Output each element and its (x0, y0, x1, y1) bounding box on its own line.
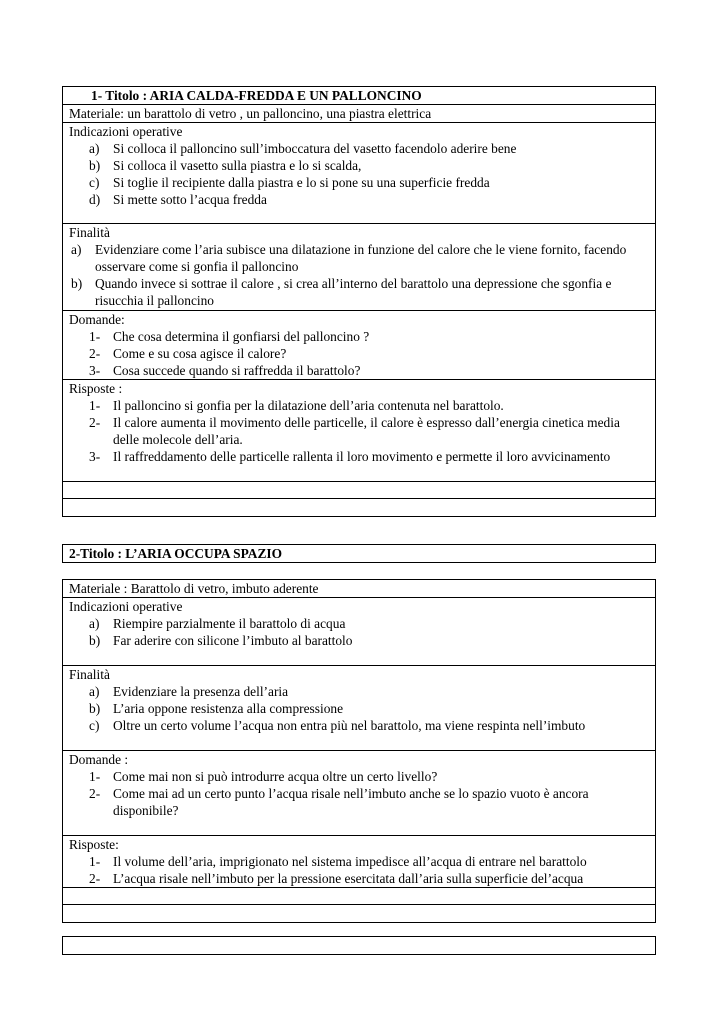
indicazioni-list (69, 615, 649, 649)
list-item: c) Si toglie il recipiente dalla piastra e lo si pone su una superficie fredda (89, 175, 490, 190)
activity-1-domande-section (63, 311, 655, 380)
list-item: c) Oltre un certo volume l’acqua non entra più nel barattolo, ma viene respinta nell’imbuto (89, 718, 586, 733)
list-item: d) Si mette sotto l’acqua fredda (89, 192, 267, 207)
risposte-label: Risposte : (69, 381, 123, 396)
list-item: 1- Come mai non si può introdurre acqua oltre un certo livello? (89, 769, 438, 784)
list-item: 1- Il volume dell’aria, imprigionato nel sistema impedisce all’acqua di entrare nel barattolo (89, 854, 587, 869)
finalita-label: Finalità (69, 225, 110, 240)
activity-2-domande-section (63, 751, 655, 836)
risposte-label: Risposte: (69, 837, 119, 852)
activity-2-indicazioni-section (63, 598, 655, 666)
list-item: b) Far aderire con silicone l’imbuto al barattolo (89, 633, 353, 648)
activity-1-indicazioni-section (63, 123, 655, 224)
list-item: b) Quando invece si sottrae il calore , si crea all’interno del barattolo una depressione che sgonfia e risucchia il palloncino (71, 276, 612, 308)
finalita-label: Finalità (69, 667, 110, 682)
list-item: a) Si colloca il palloncino sull’imboccatura del vasetto facendolo aderire bene (89, 141, 517, 156)
domande-list (69, 328, 649, 379)
list-item: 1- Che cosa determina il gonfiarsi del palloncino ? (89, 329, 370, 344)
list-item: 2- Come mai ad un certo punto l’acqua risale nell’imbuto anche se lo spazio vuoto è ancora disponibile? (89, 786, 589, 818)
list-item: 3- Il raffreddamento delle particelle rallenta il loro movimento e permette il loro avvicinamento (89, 449, 611, 464)
list-item: b) Si colloca il vasetto sulla piastra e lo si scalda, (89, 158, 362, 173)
empty-row (63, 499, 655, 516)
activity-1-finalita-section (63, 224, 655, 311)
indicazioni-list (69, 140, 649, 208)
risposte-list (69, 397, 649, 465)
empty-row (63, 905, 655, 922)
empty-table (62, 936, 656, 955)
risposte-list (69, 853, 649, 887)
domande-label: Domande : (69, 752, 129, 767)
list-item: 1- Il palloncino si gonfia per la dilatazione dell’aria contenuta nel barattolo. (89, 398, 504, 413)
list-item: 2- L’acqua risale nell’imbuto per la pressione esercitata dall’aria sulla superficie del’acqua (89, 871, 584, 886)
indicazioni-label: Indicazioni operative (69, 599, 183, 614)
activity-table-1 (62, 86, 656, 517)
empty-row (63, 888, 655, 905)
empty-row (63, 482, 655, 499)
finalita-list (69, 241, 649, 309)
list-item: a) Evidenziare la presenza dell’aria (89, 684, 289, 699)
activity-1-risposte-section (63, 380, 655, 482)
activity-2-risposte-section (63, 836, 655, 888)
activity-table-2 (62, 579, 656, 923)
activity-2-materiale: Materiale : Barattolo di vetro, imbuto aderente (63, 580, 655, 598)
indicazioni-label: Indicazioni operative (69, 124, 183, 139)
list-item: a) Evidenziare come l’aria subisce una dilatazione in funzione del calore che le viene fornito, facendo osservare come si gonfia il palloncino (71, 242, 627, 274)
domande-list (69, 768, 649, 819)
list-item: b) L’aria oppone resistenza alla compressione (89, 701, 344, 716)
list-item: 2- Come e su cosa agisce il calore? (89, 346, 287, 361)
activity-1-title: 1- Titolo : ARIA CALDA-FREDDA E UN PALLONCINO (63, 87, 655, 105)
activity-table-2-title (62, 544, 656, 563)
activity-2-finalita-section (63, 666, 655, 751)
activity-2-title: 2-Titolo : L’ARIA OCCUPA SPAZIO (69, 546, 283, 561)
finalita-list (69, 683, 649, 734)
list-item: 3- Cosa succede quando si raffredda il barattolo? (89, 363, 361, 378)
list-item: a) Riempire parzialmente il barattolo di acqua (89, 616, 346, 631)
domande-label: Domande: (69, 312, 125, 327)
list-item: 2- Il calore aumenta il movimento delle particelle, il calore è espresso dall’energia cinetica media delle molecole dell’aria. (89, 415, 620, 447)
activity-1-materiale: Materiale: un barattolo di vetro , un palloncino, una piastra elettrica (63, 105, 655, 123)
